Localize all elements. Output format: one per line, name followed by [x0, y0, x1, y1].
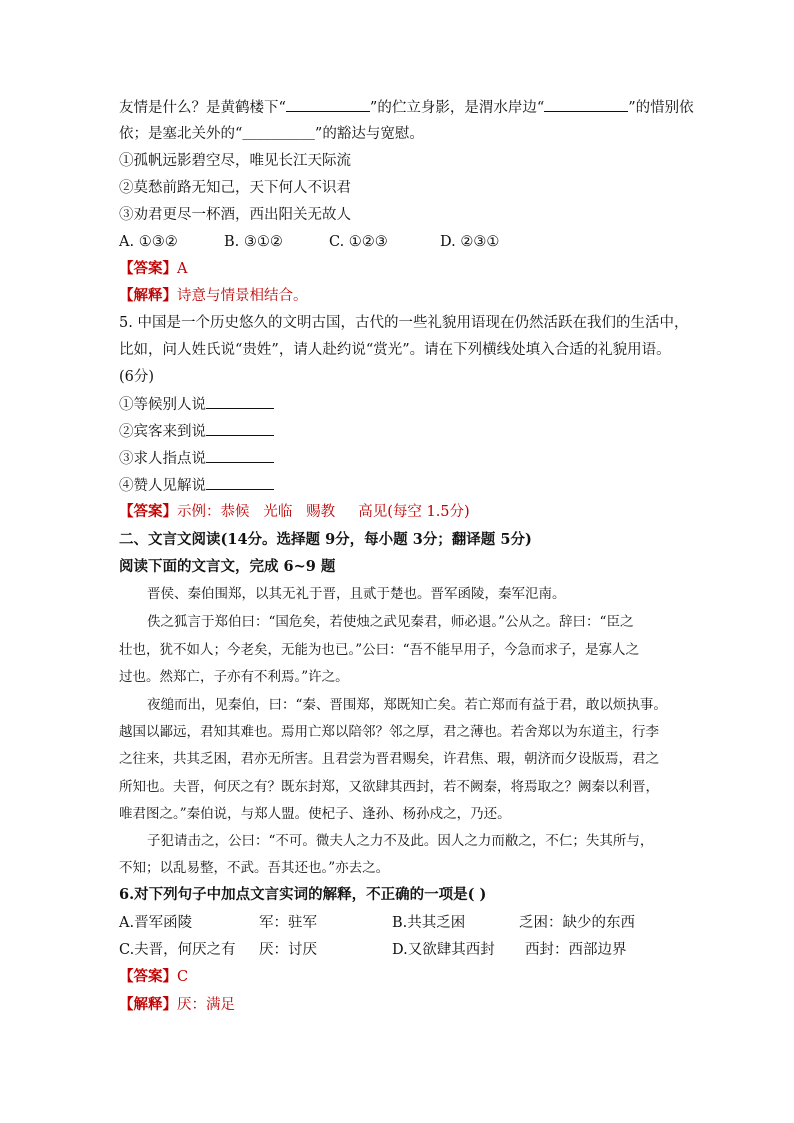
fill-blank — [286, 97, 370, 112]
q6-answer — [119, 967, 188, 987]
q5-answer — [119, 502, 470, 522]
passage-line: 晋侯、秦伯围郑，以其无礼于晋，且贰于楚也。晋军函陵，秦军氾南。 — [147, 586, 566, 602]
passage-line: 佚之狐言于郑伯曰：“国危矣，若使烛之武见秦君，师必退。”公从之。辞曰：“臣之 — [147, 614, 634, 630]
q4-stem-line-2: 依；是塞北关外的“＿＿＿＿＿”的豁达与宽慰。 — [119, 126, 424, 142]
q4-option-c: C. ①②③ — [329, 234, 388, 250]
passage-line: 唯君图之。”秦伯说，与郑人盟。使杞子、逢孙、杨孙戍之，乃还。 — [119, 806, 511, 822]
q6-option-a: A.晋军函陵 — [119, 915, 193, 931]
fill-blank — [544, 97, 628, 112]
answer-label: 【答案】 — [119, 503, 177, 520]
fill-blank — [206, 421, 274, 436]
q6-explanation — [119, 995, 235, 1015]
q4-explanation — [119, 286, 308, 306]
passage-line: 之往来，共其乏困，君亦无所害。且君尝为晋君赐矣，许君焦、瑕，朝济而夕设版焉，君之 — [119, 751, 659, 767]
answer-value: C — [177, 969, 189, 985]
q6-option-b-gloss: 乏困：缺少的东西 — [519, 915, 635, 931]
fill-blank — [206, 448, 274, 463]
explain-value: 厌：满足 — [177, 997, 235, 1013]
explain-value: 诗意与情景相结合。 — [177, 288, 308, 304]
q4-item-1: ①孤帆远影碧空尽，唯见长江天际流 — [119, 153, 351, 169]
section-heading: 二、文言文阅读(14分。选择题 9分，每小题 3分；翻译题 5分) — [119, 531, 532, 548]
q6-option-d: D.又欲肆其西封 — [392, 942, 495, 958]
q4-stem-part-a: 友情是什么？是黄鹤楼下“ — [119, 100, 286, 116]
q4-answer — [119, 259, 187, 279]
q5-stem-line-1: 5. 中国是一个历史悠久的文明古国，古代的一些礼貌用语现在仍然活跃在我们的生活中， — [119, 315, 689, 331]
q5-stem-line-2: 比如，问人姓氏说“贵姓”，请人赴约说“赏光”。请在下列横线处填入合适的礼貌用语。 — [119, 342, 671, 358]
q6-option-a-gloss: 军：驻军 — [259, 915, 317, 931]
passage-line: 夜缒而出，见秦伯，曰：“秦、晋围郑，郑既知亡矣。若亡郑而有益于君，敢以烦执事。 — [147, 697, 667, 713]
q5-item-3 — [119, 448, 274, 469]
q4-stem-part-c: ”的惜别依 — [628, 100, 694, 116]
q5-item-4 — [119, 475, 274, 496]
fill-blank — [206, 394, 274, 409]
passage-line: 所知也。夫晋，何厌之有？既东封郑，又欲肆其西封，若不阙秦，将焉取之？阙秦以利晋， — [119, 779, 659, 795]
passage-line: 子犯请击之，公曰：“不可。微夫人之力不及此。因人之力而敝之，不仁；失其所与， — [147, 833, 654, 849]
passage-line: 壮也，犹不如人；今老矣，无能为也已。”公曰：“吾不能早用子，今急而求子，是寡人之 — [119, 642, 640, 658]
q5-item-text: ①等候别人说 — [119, 397, 206, 413]
q6-option-c: C.夫晋，何厌之有 — [119, 942, 236, 958]
section-instruction: 阅读下面的文言文，完成 6~9 题 — [119, 558, 336, 575]
explain-label: 【解释】 — [119, 287, 177, 304]
passage-line: 过也。然郑亡，子亦有不利焉。”许之。 — [119, 669, 349, 685]
q4-stem-part-b: ”的伫立身影，是渭水岸边“ — [369, 100, 545, 116]
q6-stem: 6.对下列句子中加点文言实词的解释，不正确的一项是( ) — [119, 886, 487, 903]
q5-item-text: ②宾客来到说 — [119, 424, 206, 440]
q5-item-text: ④赞人见解说 — [119, 478, 206, 494]
answer-value: A — [177, 261, 188, 277]
passage-line: 不知；以乱易整，不武。吾其还也。”亦去之。 — [119, 860, 390, 876]
answer-label: 【答案】 — [119, 260, 177, 277]
q5-score: (6分) — [119, 369, 155, 385]
q6-option-c-gloss: 厌：讨厌 — [259, 942, 317, 958]
q4-option-b: B. ③①② — [224, 234, 283, 250]
explain-label: 【解释】 — [119, 996, 177, 1013]
passage-line: 越国以鄙远，君知其难也。焉用亡郑以陪邻？邻之厚，君之薄也。若舍郑以为东道主，行李 — [119, 724, 659, 740]
q4-item-2: ②莫愁前路无知己，天下何人不识君 — [119, 180, 351, 196]
q5-item-text: ③求人指点说 — [119, 451, 206, 467]
fill-blank — [206, 475, 274, 490]
q5-item-2 — [119, 421, 274, 442]
q5-item-1 — [119, 394, 274, 415]
q4-option-a: A. ①③② — [119, 234, 178, 250]
q4-stem-line-1 — [119, 97, 694, 118]
answer-label: 【答案】 — [119, 968, 177, 985]
q4-item-3: ③劝君更尽一杯酒，西出阳关无故人 — [119, 207, 351, 223]
q6-option-b: B.共其乏困 — [392, 915, 466, 931]
answer-value: 示例：恭候 光临 赐教 高见(每空 1.5分) — [177, 504, 470, 520]
q6-option-d-gloss: 西封：西部边界 — [525, 942, 627, 958]
q4-option-d: D. ②③① — [440, 234, 500, 250]
